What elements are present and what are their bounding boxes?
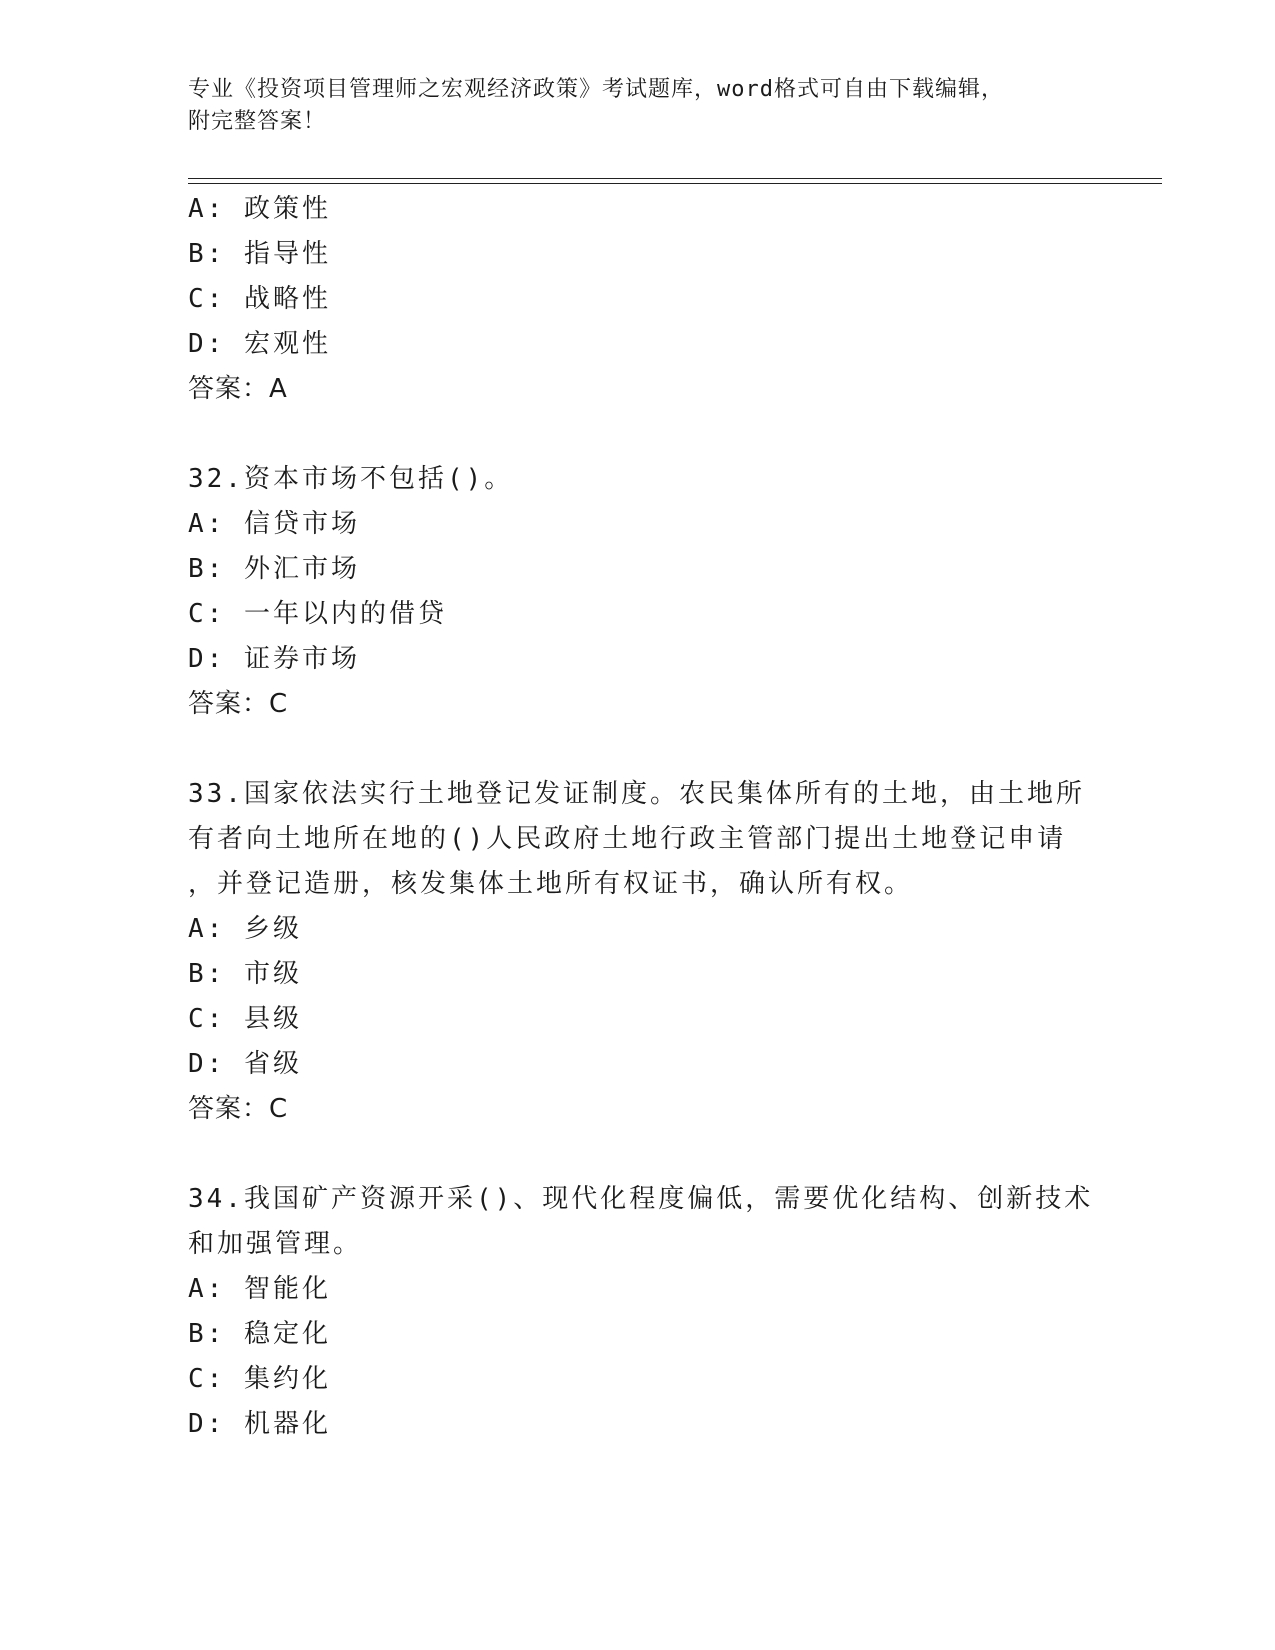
q32-option-c: C: 一年以内的借贷 [188,599,447,629]
q31-option-d: D: 宏观性 [188,329,331,359]
q33-stem-line-3: ，并登记造册，核发集体土地所有权证书，确认所有权。 [188,869,914,899]
q33-stem-line-1: 33.国家依法实行土地登记发证制度。农民集体所有的土地，由土地所 [188,779,1085,809]
q34-option-b: B: 稳定化 [188,1319,331,1349]
q33-option-c: C: 县级 [188,1004,302,1034]
header-divider-bottom [188,183,1162,184]
q31-option-b: B: 指导性 [188,239,331,269]
document-header [188,74,1088,138]
q34-stem-line-2: 和加强管理。 [188,1229,363,1259]
q34-option-d: D: 机器化 [188,1409,331,1439]
q33-option-a: A: 乡级 [188,914,302,944]
q32-option-b: B: 外汇市场 [188,554,360,584]
q34-stem-line-1: 34.我国矿产资源开采()、现代化程度偏低，需要优化结构、创新技术 [188,1184,1094,1214]
q32-stem: 32.资本市场不包括()。 [188,464,514,494]
q34-option-c: C: 集约化 [188,1364,331,1394]
q33-stem-line-2: 有者向土地所在地的()人民政府土地行政主管部门提出土地登记申请 [188,824,1067,854]
header-line-2: 附完整答案！ [188,109,327,134]
q32-option-a: A: 信贷市场 [188,509,360,539]
q34-option-a: A: 智能化 [188,1274,331,1304]
header-line-1: 专业《投资项目管理师之宏观经济政策》考试题库，word格式可自由下载编辑， [188,77,1004,102]
q33-answer: 答案：C [188,1094,289,1124]
q32-option-d: D: 证券市场 [188,644,360,674]
q32-answer: 答案：C [188,689,289,719]
q33-option-d: D: 省级 [188,1049,302,1079]
header-divider-top [188,178,1162,179]
q31-option-c: C: 战略性 [188,284,331,314]
q33-option-b: B: 市级 [188,959,302,989]
q31-answer: 答案：A [188,374,288,404]
q31-option-a: A: 政策性 [188,194,331,224]
